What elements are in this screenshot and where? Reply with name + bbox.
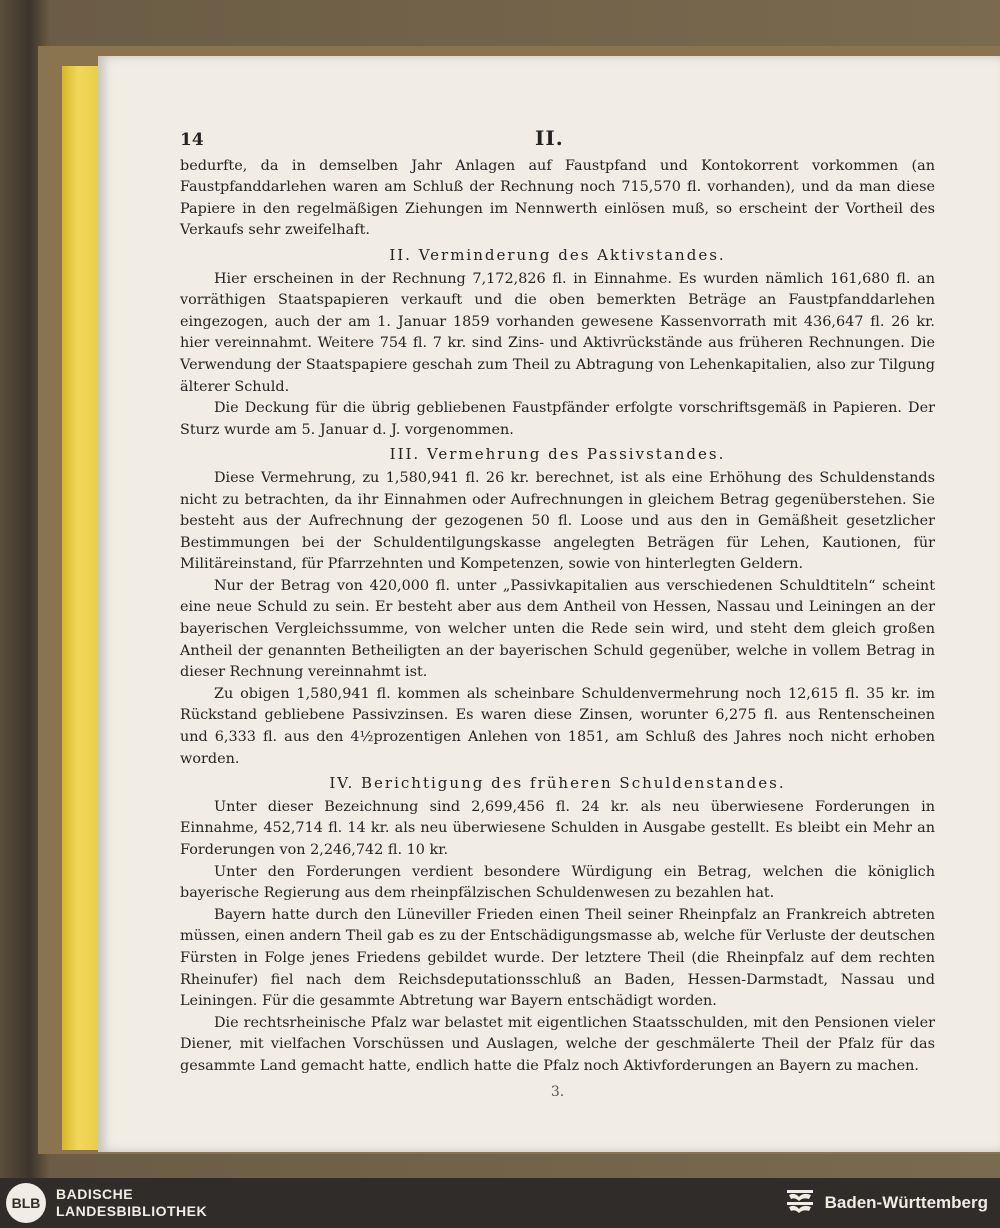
paragraph: Nur der Betrag von 420,000 fl. unter „Passivkapitalien aus verschiedenen Schuldtiteln“ scheint eine neue Schuld zu sein. Er besteht aber aus dem Antheil von Hessen, Nassau und Leiningen an der bayerischen Vergleichssumme, von welcher unten die Rede sein wird, und steht dem gleich großen Antheil der genannten Betheiligten an der bayerischen Schuld gegenüber, welche in vollem Betrag in dieser Rechnung vereinnahmt ist. (180, 577, 935, 681)
library-name-line2: LANDESBIBLIOTHEK (56, 1203, 208, 1219)
paragraph: Zu obigen 1,580,941 fl. kommen als scheinbare Schuldenvermehrung noch 12,615 fl. 35 kr. im Rückstand gebliebene Passivzinsen. Es waren diese Zinsen, worunter 6,275 fl. aus Rentenscheinen und 6,333 fl. aus den 4½prozentigen Anlehen von 1851, am Schluß des Jahres noch nicht erhoben worden. (180, 685, 935, 767)
page-number: 14 (180, 130, 204, 150)
page-content (180, 128, 935, 1103)
intro-paragraph: bedurfte, da in demselben Jahr Anlagen auf Faustpfand und Kontokorrent vorkommen (an Faustpfanddarlehen waren am Schluß der Rechnung noch 715,570 fl. vorhanden), und da man diese Papiere in den regelmäßigen Ziehungen im Nennwerth einlösen muß, so erscheint der Vortheil des Verkaufs sehr zweifelhaft. (180, 157, 935, 239)
state-name: Baden-Württemberg (824, 1193, 988, 1212)
book-page (98, 56, 1000, 1152)
paragraph: Diese Vermehrung, zu 1,580,941 fl. 26 kr. berechnet, ist als eine Erhöhung des Schuldenstands nicht zu betrachten, da ihr Einnahmen oder Aufrechnungen in gleichem Betrag gegenüberstehen. Sie besteht aus der Aufrechnung der gezogenen 50 fl. Loose und aus den in Gemäßheit gesetzlicher Bestimmungen bei der Schuldentilgungskasse angelegten Beträgen für Lehen, Kautionen, für Militäreinstand, für Pfarrzehnten und Kompetenzen, sowie von hinterlegten Geldern. (180, 469, 935, 573)
lions-emblem-icon (783, 1184, 817, 1223)
blb-logo-icon[interactable]: BLB (6, 1183, 46, 1223)
paragraph: Bayern hatte durch den Lüneviller Frieden einen Theil seiner Rheinpfalz an Frankreich abtreten müssen, einen andern Theil gab es zu der Entschädigungsmasse ab, welche für Verluste der deutschen Fürsten in Folge jenes Friedens gebildet wurde. Der letztere Theil (die Rheinpfalz auf dem rechten Rheinufer) fiel nach dem Reichsdeputationsschluß an Baden, Hessen-Darmstadt, Nassau und Leiningen. Für die gesammte Abtretung war Bayern entschädigt worden. (180, 906, 935, 1010)
paragraph: Unter dieser Bezeichnung sind 2,699,456 fl. 24 kr. als neu überwiesene Forderungen in Einnahme, 452,714 fl. 14 kr. als neu überwiesene Schulden in Ausgabe gestellt. Es bleibt ein Mehr an Forderungen von 2,246,742 fl. 10 kr. (180, 798, 935, 858)
paragraph: Die rechtsrheinische Pfalz war belastet mit eigentlichen Staatsschulden, mit den Pensionen vieler Diener, mit vielfachen Vorschüssen und Auslagen, welche der geschmälerte Theil der Pfalz für das gesammte Land gemacht hatte, endlich hatte die Pfalz noch Aktivforderungen an Bayern zu machen. (180, 1014, 935, 1074)
chapter-heading: II. (534, 126, 564, 150)
library-name-line1: BADISCHE (56, 1186, 134, 1202)
library-name[interactable] (56, 1186, 207, 1220)
paragraph: Die Deckung für die übrig gebliebenen Faustpfänder erfolgte vorschriftsgemäß in Papieren. Der Sturz wurde am 5. Januar d. J. vorgenommen. (180, 400, 935, 438)
footer-bar (0, 1178, 1000, 1228)
state-logo[interactable] (783, 1184, 988, 1223)
paragraph: Unter den Forderungen verdient besondere Würdigung ein Betrag, welchen die königlich bayerische Regierung aus dem rheinpfälzischen Schuldenwesen zu bezahlen hat. (180, 863, 935, 902)
paragraph: Hier erscheinen in der Rechnung 7,172,826 fl. in Einnahme. Es wurden nämlich 161,680 fl. an vorräthigen Staatspapieren verkauft und die oben bemerkten Beträge an Faustpfanddarlehen eingezogen, auch der am 1. Januar 1859 vorhanden gewesene Kassenvorrath mit 436,647 fl. 26 kr. hier vereinnahmt. Weitere 754 fl. 7 kr. sind Zins- und Aktivrückstände aus früheren Rechnungen. Die Verwendung der Staatspapiere geschah zum Theil zu Abtragung von Lehenkapitalien, also zur Tilgung älterer Schuld. (180, 270, 935, 395)
signature-mark: 3. (550, 1083, 565, 1100)
page-stack-edge (62, 66, 102, 1150)
section-heading: II. Verminderung des Aktivstandes. (389, 245, 726, 264)
page-header (180, 128, 935, 152)
section-heading: III. Vermehrung des Passivstandes. (389, 445, 726, 464)
section-heading: IV. Berichtigung des früheren Schuldenstandes. (329, 774, 786, 793)
